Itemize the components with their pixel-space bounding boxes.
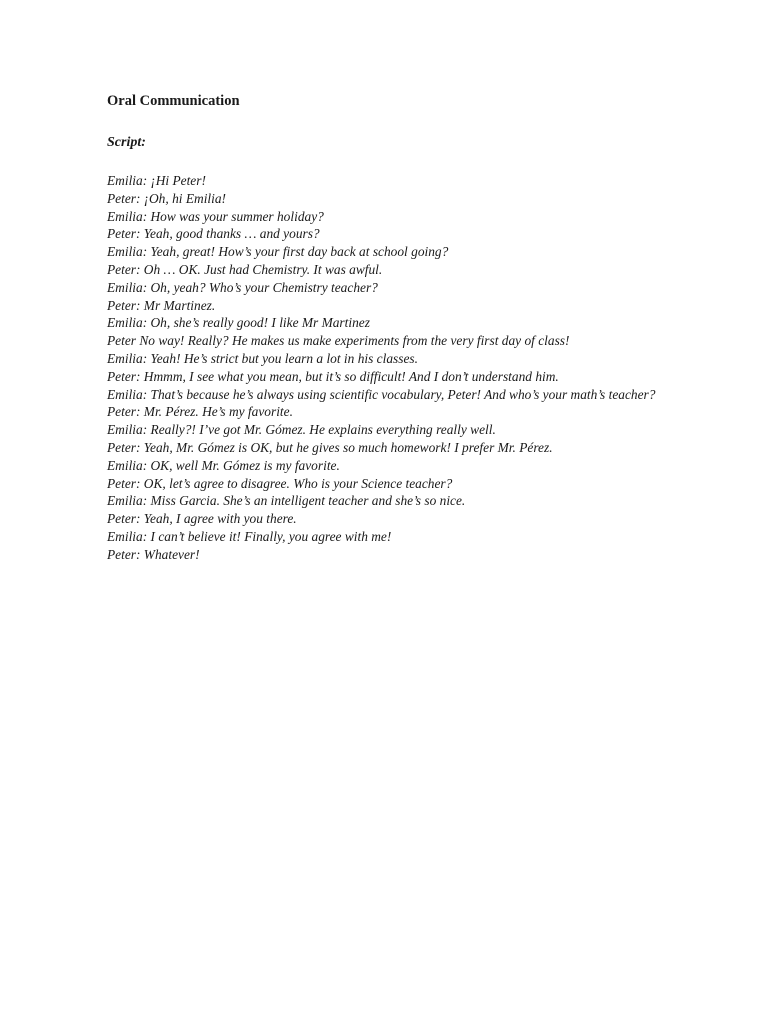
dialogue-line: Peter: Whatever! bbox=[107, 546, 200, 562]
dialogue-line: Peter: Mr Martinez. bbox=[107, 297, 216, 313]
dialogue-line: Emilia: Oh, she’s really good! I like Mr Martinez bbox=[107, 315, 370, 331]
dialogue-line: Emilia: I can’t believe it! Finally, you agree with me! bbox=[107, 528, 392, 544]
dialogue-line: Peter: Mr. Pérez. He’s my favorite. bbox=[107, 404, 293, 420]
script-label: Script: bbox=[107, 135, 146, 150]
dialogue-line: Peter: Yeah, good thanks … and yours? bbox=[107, 226, 320, 242]
dialogue-line: Emilia: That’s because he’s always using scientific vocabulary, Peter! And who’s your math’s teacher? bbox=[107, 386, 656, 402]
dialogue-line: Emilia: Really?! I’ve got Mr. Gómez. He explains everything really well. bbox=[107, 422, 496, 438]
dialogue-line: Peter: Yeah, Mr. Gómez is OK, but he gives so much homework! I prefer Mr. Pérez. bbox=[107, 439, 553, 455]
dialogue-line: Emilia: How was your summer holiday? bbox=[107, 208, 324, 224]
dialogue-line: Emilia: Yeah! He’s strict but you learn a lot in his classes. bbox=[107, 350, 418, 366]
dialogue-list bbox=[107, 172, 660, 564]
dialogue-line: Emilia: Oh, yeah? Who’s your Chemistry teacher? bbox=[107, 279, 378, 295]
dialogue-line: Emilia: Miss Garcia. She’s an intelligent teacher and she’s so nice. bbox=[107, 493, 466, 509]
dialogue-line: Peter: Yeah, I agree with you there. bbox=[107, 511, 297, 527]
dialogue-line: Emilia: ¡Hi Peter! bbox=[107, 173, 206, 188]
dialogue-line: Peter No way! Really? He makes us make experiments from the very first day of class! bbox=[107, 333, 570, 349]
dialogue-line: Emilia: Yeah, great! How’s your first day back at school going? bbox=[107, 244, 449, 260]
dialogue-line: Peter: ¡Oh, hi Emilia! bbox=[107, 190, 227, 206]
dialogue-line: Peter: Oh … OK. Just had Chemistry. It was awful. bbox=[107, 261, 383, 277]
dialogue-line: Peter: Hmmm, I see what you mean, but it’s so difficult! And I don’t understand him. bbox=[107, 368, 559, 384]
dialogue-line: Peter: OK, let’s agree to disagree. Who is your Science teacher? bbox=[107, 475, 453, 491]
document-page bbox=[107, 91, 660, 564]
document-title: Oral Communication bbox=[107, 93, 240, 109]
dialogue-line: Emilia: OK, well Mr. Gómez is my favorite. bbox=[107, 457, 340, 473]
